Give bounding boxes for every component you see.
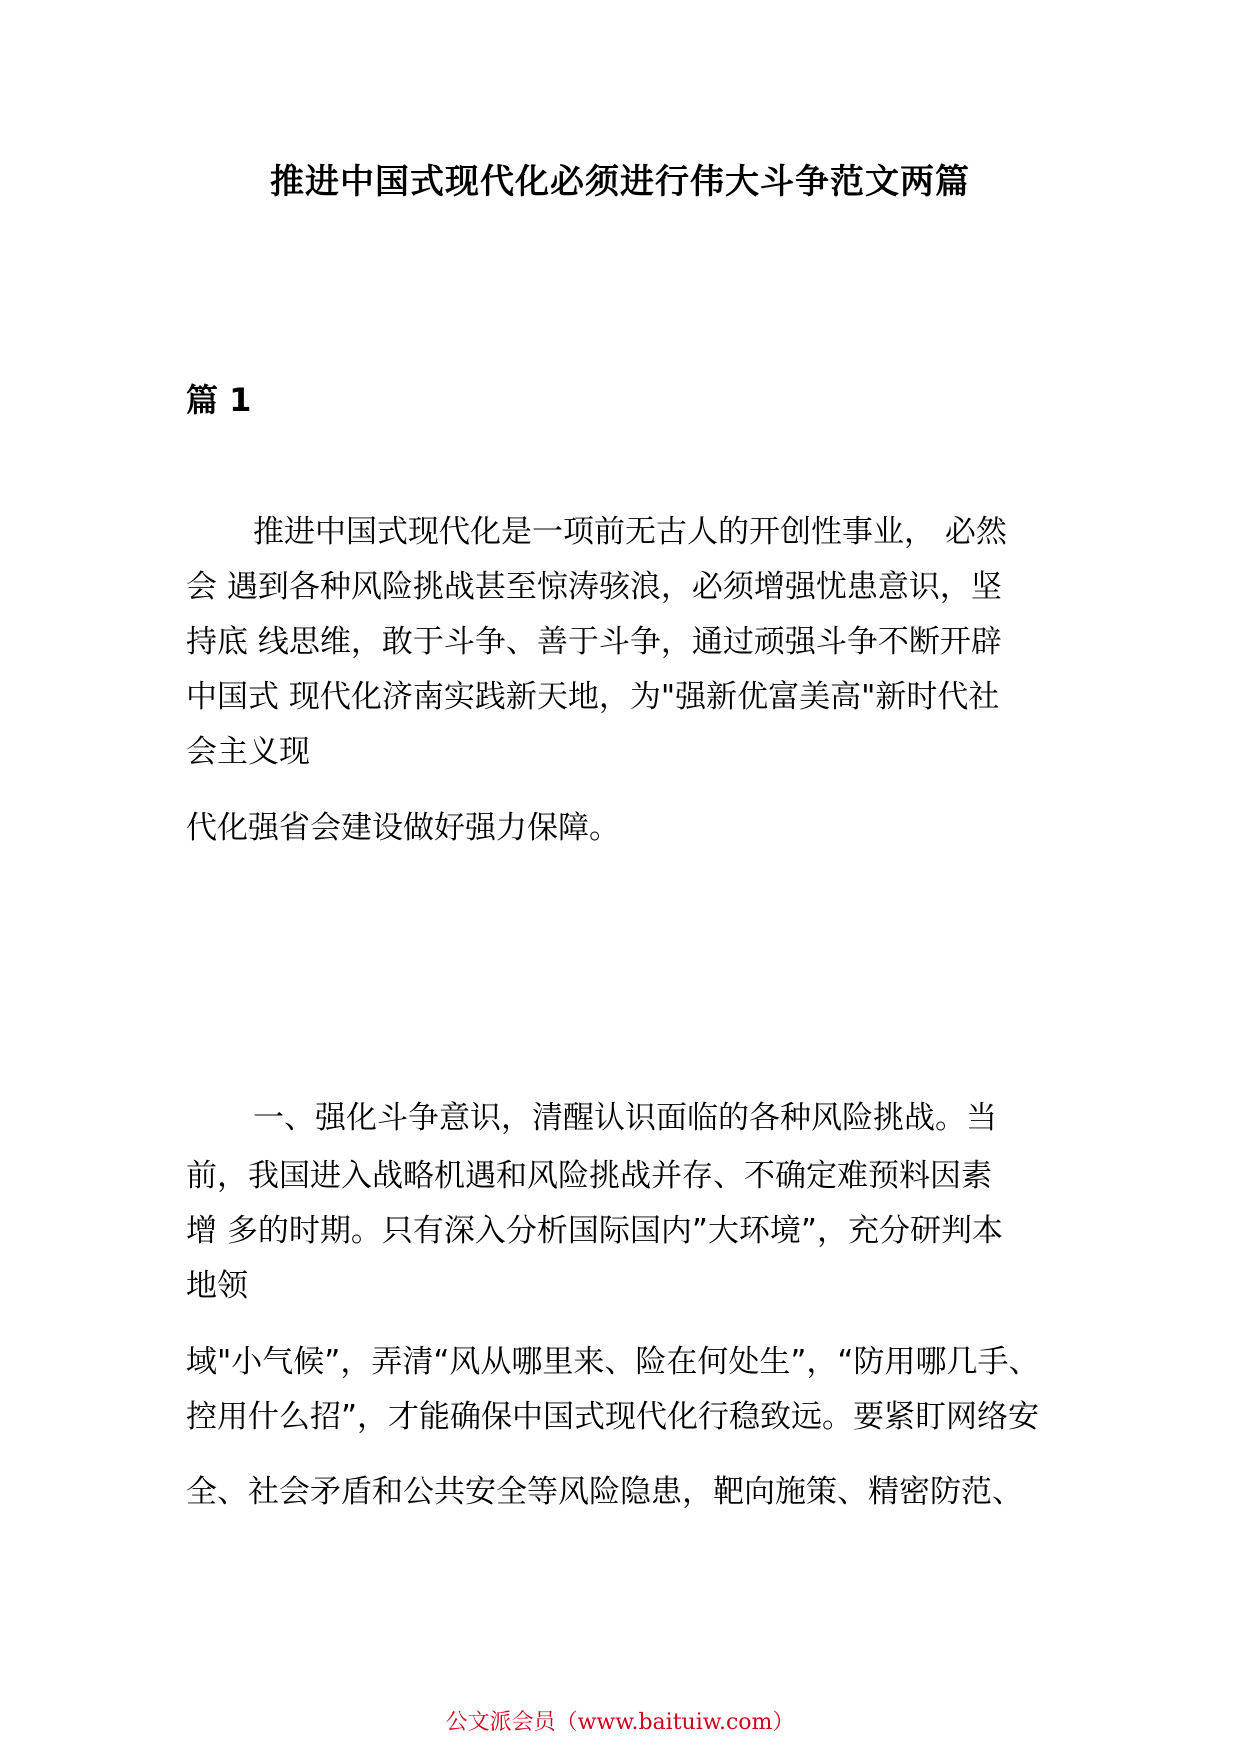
paragraph-2-line-6: 控用什么招”，才能确保中国式现代化行稳致远。要紧盯网络安: [186, 1399, 1040, 1435]
footer-watermark: 公文派会员（www.baituiw.com）: [445, 1710, 795, 1735]
paragraph-1-line-3: 持底 线思维，敢于斗争、善于斗争，通过顽强斗争不断开辟: [186, 624, 1002, 660]
paragraph-2-line-1: 一、强化斗争意识，清醒认识面临的各种风险挑战。当: [253, 1100, 997, 1136]
paragraph-1-line-5: 会主义现: [186, 734, 310, 770]
paragraph-1-line-1: 推进中国式现代化是一项前无古人的开创性事业， 必然: [253, 514, 1007, 550]
document-title: 推进中国式现代化必须进行伟大斗争范文两篇: [270, 162, 970, 202]
paragraph-1-line-6: 代化强省会建设做好强力保障。: [186, 810, 620, 846]
paragraph-2-line-2: 前，我国进入战略机遇和风险挑战并存、不确定难预料因素: [186, 1158, 992, 1194]
paragraph-2-line-7: 全、社会矛盾和公共安全等风险隐患，靶向施策、精密防范、: [186, 1474, 1023, 1510]
paragraph-1-line-4: 中国式 现代化济南实践新天地，为"强新优富美高"新时代社: [186, 679, 1000, 715]
paragraph-2-line-3: 增 多的时期。只有深入分析国际国内”大环境”，充分研判本: [186, 1213, 1003, 1249]
paragraph-2-line-4: 地领: [186, 1268, 248, 1304]
paragraph-2-line-5: 域"小气候”，弄清“风从哪里来、险在何处生”，“防用哪几手、: [186, 1344, 1040, 1380]
paragraph-1-line-2: 会 遇到各种风险挑战甚至惊涛骇浪，必须增强忧患意识，坚: [186, 569, 1002, 605]
section-heading: 篇 1: [186, 381, 252, 419]
